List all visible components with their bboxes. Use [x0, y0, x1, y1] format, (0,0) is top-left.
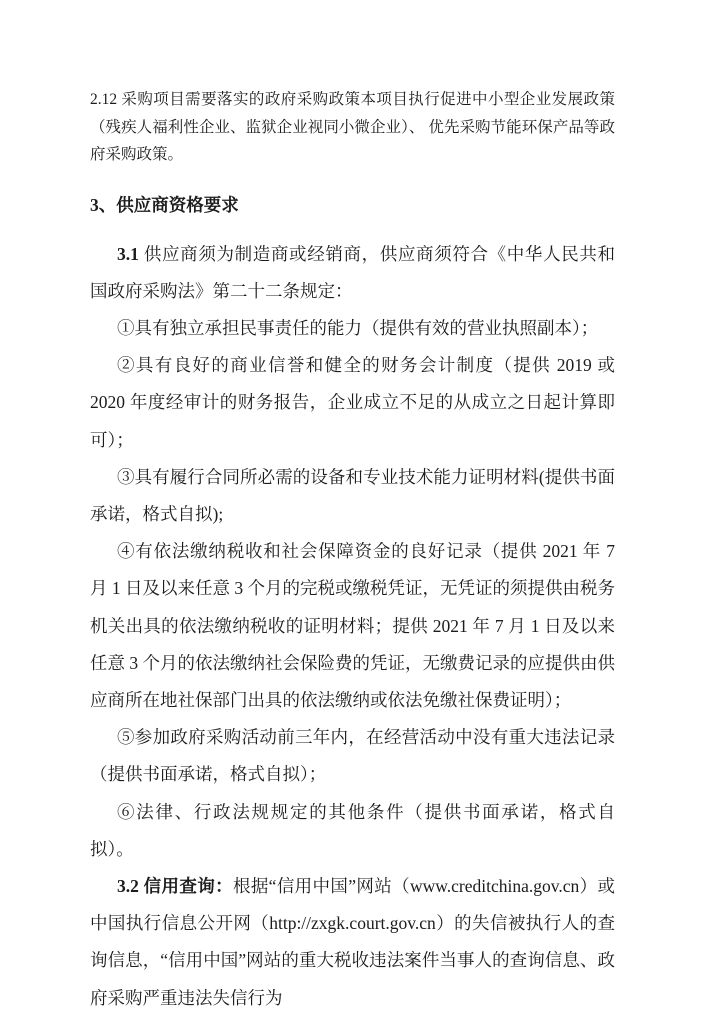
- clause-item-3: [90, 459, 615, 533]
- clause-item-5: [90, 719, 615, 793]
- clause-text: 供应商须为制造商或经销商，供应商须符合《中华人民共和国政府采购法》第二十二条规定：: [90, 243, 615, 301]
- clause-number: 3.2 信用查询：: [117, 875, 233, 896]
- clause-text: ①具有独立承担民事责任的能力（提供有效的营业执照副本）；: [117, 317, 599, 338]
- section-heading: 3、供应商资格要求: [90, 194, 239, 215]
- clause-text: ③具有履行合同所必需的设备和专业技术能力证明材料(提供书面承诺，格式自拟);: [90, 466, 615, 524]
- clause-item-6: [90, 794, 615, 868]
- clause-text: ④有依法缴纳税收和社会保障资金的良好记录（提供 2021 年 7 月 1 日及以来任意 3 个月的完税或缴税凭证，无凭证的须提供由税务机关出具的依法缴纳税收的证明材料；提供 2021 年 7 月 1 日及以来任意 3 个月的依法缴纳社会保险费的凭证，无缴费记录的应提供由供应商所在地社保部门出具的依法缴纳或依法免缴社保费证明）；: [90, 541, 615, 710]
- clause-text: ⑥法律、行政法规规定的其他条件（提供书面承诺，格式自拟）。: [90, 801, 615, 859]
- clause-text: 根据“信用中国”网站（www.creditchina.gov.cn）或中国执行信息公开网（http://zxgk.court.gov.cn）的失信被执行人的查询信息，“信用中国”网站的重大税收违法案件当事人的查询信息、政府采购严重违法失信行为: [90, 875, 616, 1008]
- clause-3-1: [90, 236, 615, 310]
- clause-3-2: [90, 868, 615, 1016]
- clause-number: 3.1: [117, 243, 139, 264]
- clause-text: ②具有良好的商业信誉和健全的财务会计制度（提供 2019 或 2020 年度经审计的财务报告，企业成立不足的从成立之日起计算即可）；: [90, 355, 615, 450]
- clause-item-4: [90, 533, 615, 719]
- clause-text: ⑤参加政府采购活动前三年内，在经营活动中没有重大违法记录（提供书面承诺，格式自拟）；: [90, 727, 615, 785]
- clause-item-2: [90, 347, 615, 459]
- clause-item-1: [90, 310, 615, 347]
- intro-paragraph: 2.12 采购项目需要落实的政府采购政策本项目执行促进中小型企业发展政策（残疾人福利性企业、监狱企业视同小微企业）、 优先采购节能环保产品等政府采购政策。: [90, 91, 615, 163]
